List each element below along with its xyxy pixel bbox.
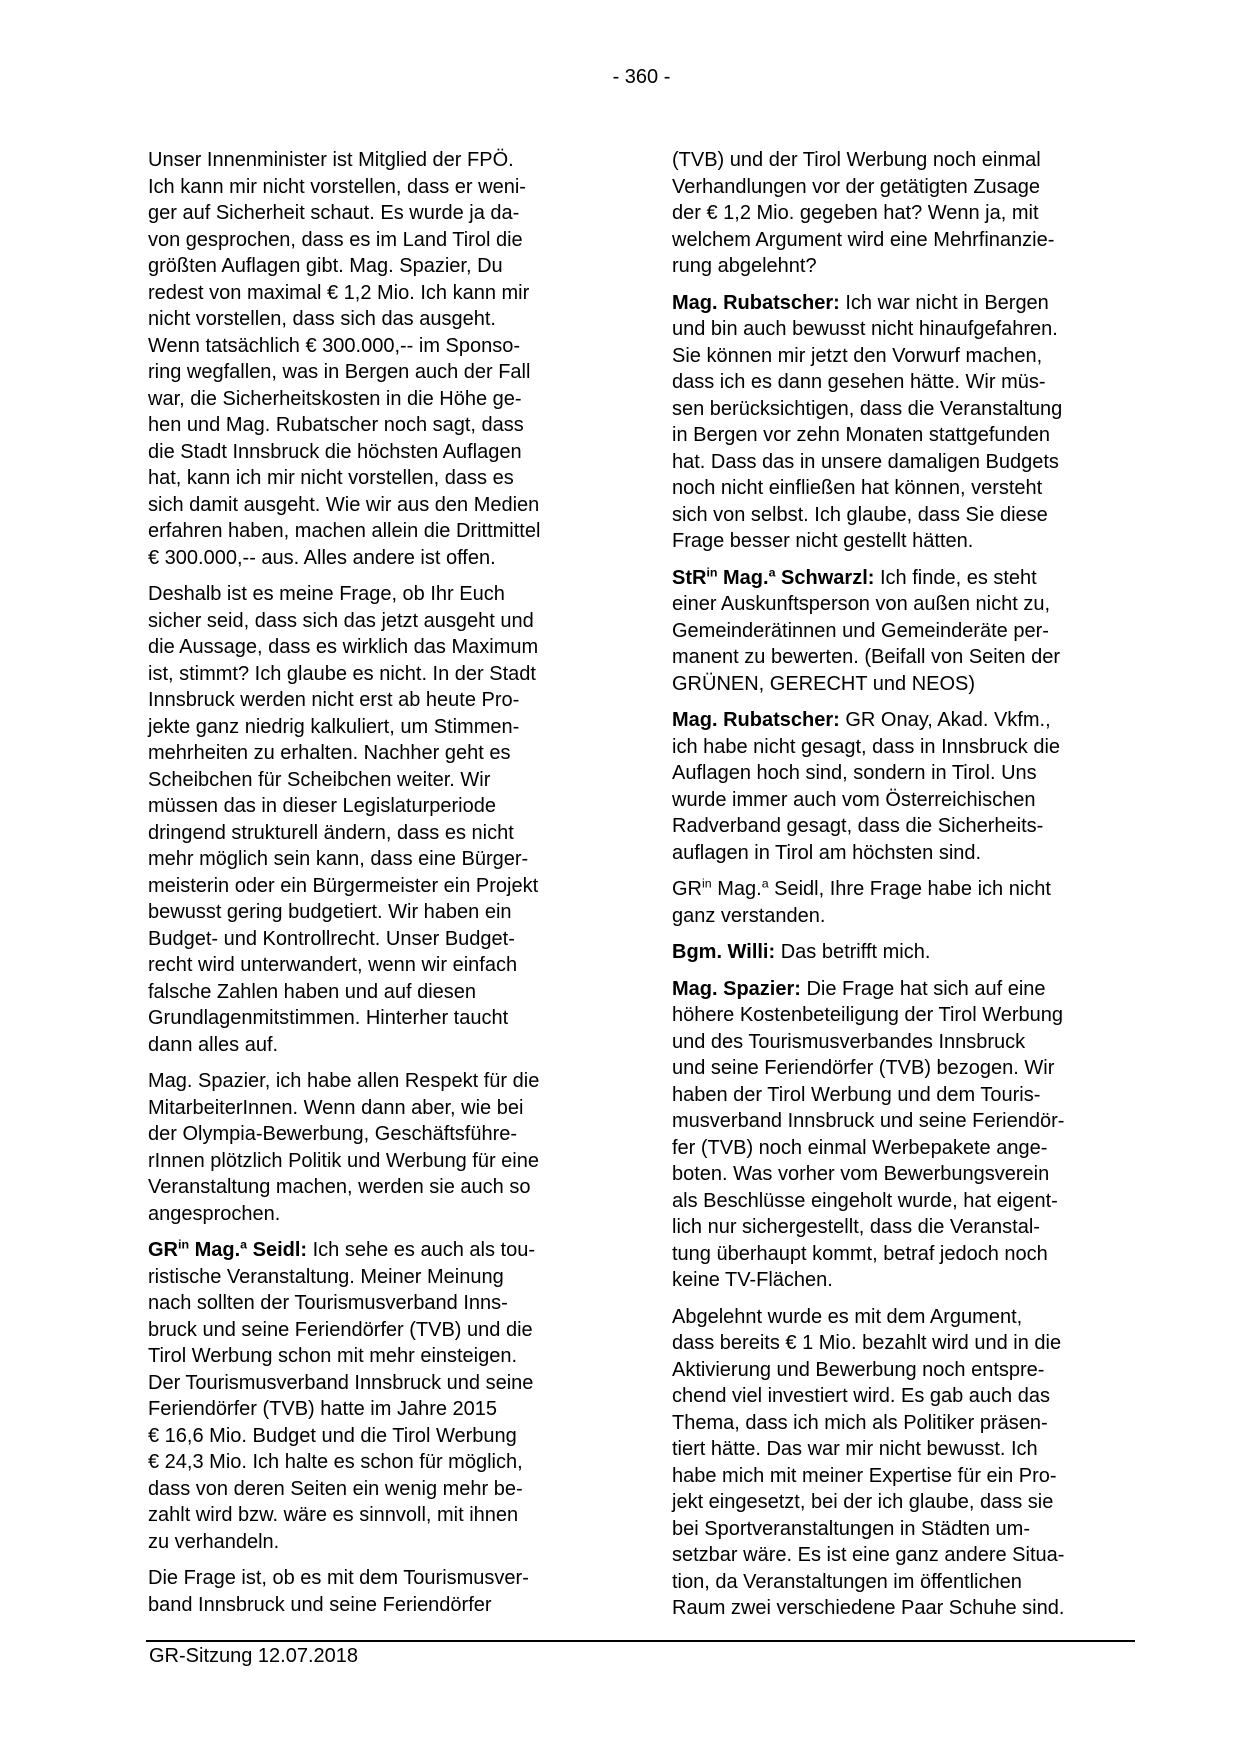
paragraph: [148, 1565, 623, 1618]
text-line: wurde immer auch vom Österreichischen: [672, 788, 1036, 811]
text-line: haben der Tirol Werbung und dem Touris-: [672, 1083, 1041, 1106]
page-number: - 360 -: [612, 66, 671, 88]
text-line: zu verhandeln.: [148, 1530, 280, 1553]
text-line: tiert hätte. Das war mir nicht bewusst. Ich: [672, 1438, 1038, 1460]
text-line: bruck und seine Feriendörfer (TVB) und die: [148, 1318, 533, 1341]
paragraph: [672, 565, 1152, 698]
text-line: die Stadt Innsbruck die höchsten Auflagen: [148, 440, 522, 463]
text-line: MitarbeiterInnen. Wenn dann aber, wie bei: [148, 1096, 524, 1119]
text-line: angesprochen.: [148, 1202, 281, 1225]
text-line: rInnen plötzlich Politik und Werbung für eine: [148, 1149, 539, 1172]
text-line: falsche Zahlen haben und auf diesen: [148, 980, 477, 1003]
text-line: meisterin oder ein Bürgermeister ein Projekt: [148, 874, 539, 897]
paragraph: [672, 876, 1152, 929]
text-line: Tirol Werbung schon mit mehr einsteigen.: [148, 1345, 518, 1367]
text-line: chend viel investiert wird. Es gab auch das: [672, 1385, 1050, 1407]
text-line: Feriendörfer (TVB) hatte im Jahre 2015: [148, 1398, 498, 1420]
text-line: Abgelehnt wurde es mit dem Argument,: [672, 1305, 1023, 1328]
paragraph: [672, 976, 1152, 1294]
text-line: Frage besser nicht gestellt hätten.: [672, 530, 974, 552]
paragraph: [148, 1237, 623, 1555]
text-line: sich von selbst. Ich glaube, dass Sie diese: [672, 503, 1048, 526]
paragraph: [672, 290, 1152, 555]
text-line: $GR^{in}$ Mag.$^a$ Seidl, Ihre Frage habe ich nicht: [672, 876, 1051, 900]
text-line: einer Auskunftsperson von außen nicht zu,: [672, 593, 1051, 615]
text-line: sen berücksichtigen, dass die Veranstaltung: [672, 397, 1063, 420]
text-line: Scheibchen für Scheibchen weiter. Wir: [148, 768, 491, 791]
text-line: höhere Kostenbeteiligung der Tirol Werbung: [672, 1004, 1063, 1026]
text-line: manent zu bewerten. (Beifall von Seiten der: [672, 646, 1060, 668]
text-line: Deshalb ist es meine Frage, ob Ihr Euch: [148, 583, 505, 605]
paragraph: [672, 147, 1152, 280]
text-line: und seine Feriendörfer (TVB) bezogen. Wir: [672, 1057, 1055, 1079]
text-line: jekte ganz niedrig kalkuliert, um Stimmen-: [148, 715, 520, 738]
text-line: (TVB) und der Tirol Werbung noch einmal: [672, 149, 1041, 171]
footer-divider: [146, 1640, 1135, 1642]
text-line: ich habe nicht gesagt, dass in Innsbruck die: [672, 735, 1061, 758]
text-line: Sie können mir jetzt den Vorwurf machen,: [672, 344, 1043, 367]
paragraph: [672, 939, 1152, 966]
text-line: Grundlagenmitstimmen. Hinterher taucht: [148, 1007, 509, 1029]
text-line: hat, kann ich mir nicht vorstellen, dass es: [148, 467, 514, 489]
text-line: GRÜNEN, GERECHT und NEOS): [672, 672, 976, 695]
paragraph: [672, 1304, 1152, 1622]
text-line: sicher seid, dass sich das jetzt ausgeht und: [148, 609, 534, 632]
text-line: und des Tourismusverbandes Innsbruck: [672, 1030, 1026, 1053]
text-line: Thema, dass ich mich als Politiker präsen-: [672, 1411, 1048, 1434]
text-line: tion, da Veranstaltungen im öffentlichen: [672, 1570, 1022, 1593]
text-line: musverband Innsbruck und seine Feriendör-: [672, 1110, 1065, 1132]
text-line: Budget- und Kontrollrecht. Unser Budget-: [148, 927, 515, 950]
paragraph: [148, 147, 623, 571]
text-line: mehr möglich sein kann, dass eine Bürger-: [148, 848, 529, 870]
text-line: ring wegfallen, was in Bergen auch der Fall: [148, 361, 531, 383]
text-line: Verhandlungen vor der getätigten Zusage: [672, 175, 1041, 198]
text-line: Mag. Rubatscher: Ich war nicht in Bergen: [672, 291, 1049, 314]
text-line: Mag. Spazier: Die Frage hat sich auf eine: [672, 977, 1046, 1000]
text-line: lich nur sichergestellt, dass die Veranstal-: [672, 1216, 1040, 1238]
text-line: Gemeinderätinnen und Gemeinderäte per-: [672, 619, 1049, 642]
text-line: Ich kann mir nicht vorstellen, dass er weni-: [148, 175, 526, 198]
paragraph: [148, 581, 623, 1058]
text-line: € 16,6 Mio. Budget und die Tirol Werbung: [148, 1424, 517, 1447]
text-line: ist, stimmt? Ich glaube es nicht. In der Stadt: [148, 662, 536, 685]
text-line: Raum zwei verschiedene Paar Schuhe sind.: [672, 1597, 1065, 1619]
text-line: müssen das in dieser Legislaturperiode: [148, 795, 496, 817]
text-line: habe mich mit meiner Expertise für ein Pro-: [672, 1464, 1057, 1487]
text-line: von gesprochen, dass es im Land Tirol die: [148, 228, 523, 251]
text-line: zahlt wird bzw. wäre es sinnvoll, mit ihnen: [148, 1504, 519, 1526]
text-line: ganz verstanden.: [672, 904, 826, 927]
text-line: bewusst gering budgetiert. Wir haben ein: [148, 901, 512, 923]
text-line: als Beschlüsse eingeholt wurde, hat eigent-: [672, 1189, 1058, 1212]
text-line: bei Sportveranstaltungen in Städten um-: [672, 1517, 1030, 1540]
text-line: war, die Sicherheitskosten in die Höhe ge-: [148, 387, 522, 410]
paragraph: [148, 1068, 623, 1227]
text-line: noch nicht einfließen hat können, versteht: [672, 477, 1043, 499]
text-column-left: [148, 147, 623, 1618]
text-line: Aktivierung und Bewerbung noch entspre-: [672, 1358, 1045, 1381]
text-line: dringend strukturell ändern, dass es nicht: [148, 821, 514, 844]
text-line: $GR^{in}$ Mag.$^a$ Seidl: Ich sehe es auch als tou-: [148, 1237, 535, 1261]
text-line: Innsbruck werden nicht erst ab heute Pro-: [148, 689, 520, 711]
text-line: in Bergen vor zehn Monaten stattgefunden: [672, 424, 1051, 446]
text-line: größten Auflagen gibt. Mag. Spazier, Du: [148, 255, 503, 277]
text-line: recht wird unterwandert, wenn wir einfach: [148, 954, 518, 976]
text-line: ristische Veranstaltung. Meiner Meinung: [148, 1265, 504, 1288]
text-line: dass von deren Seiten ein wenig mehr be-: [148, 1477, 523, 1500]
text-line: jekt eingesetzt, bei der ich glaube, dass sie: [672, 1491, 1054, 1513]
text-line: nicht vorstellen, dass sich das ausgeht.: [148, 308, 496, 330]
text-line: hat. Dass das in unsere damaligen Budgets: [672, 450, 1059, 473]
text-line: tung überhaupt kommt, betraf jedoch noch: [672, 1242, 1048, 1265]
text-line: hen und Mag. Rubatscher noch sagt, dass: [148, 414, 524, 436]
text-line: Der Tourismusverband Innsbruck und seine: [148, 1371, 534, 1394]
text-line: erfahren haben, machen allein die Drittmittel: [148, 520, 541, 542]
text-line: keine TV-Flächen.: [672, 1269, 833, 1291]
text-line: Unser Innenminister ist Mitglied der FPÖ.: [148, 149, 514, 171]
text-line: mehrheiten zu erhalten. Nachher geht es: [148, 742, 511, 764]
text-line: Bgm. Willi: Das betrifft mich.: [672, 941, 931, 963]
text-line: band Innsbruck und seine Feriendörfer: [148, 1593, 492, 1616]
text-line: Veranstaltung machen, werden sie auch so: [148, 1176, 531, 1198]
text-line: sich damit ausgeht. Wie wir aus den Medien: [148, 493, 540, 516]
text-line: und bin auch bewusst nicht hinaufgefahren.: [672, 318, 1058, 340]
text-line: welchem Argument wird eine Mehrfinanzie-: [672, 228, 1055, 251]
text-line: Mag. Spazier, ich habe allen Respekt für die: [148, 1070, 540, 1092]
text-column-right: [672, 147, 1152, 1622]
text-line: setzbar wäre. Es ist eine ganz andere Situa-: [672, 1544, 1065, 1566]
text-line: Radverband gesagt, dass die Sicherheits-: [672, 815, 1044, 837]
text-line: Mag. Rubatscher: GR Onay, Akad. Vkfm.,: [672, 709, 1051, 731]
text-line: € 300.000,-- aus. Alles andere ist offen.: [148, 546, 496, 569]
text-line: boten. Was vorher vom Bewerbungsverein: [672, 1163, 1050, 1185]
text-line: auflagen in Tirol am höchsten sind.: [672, 841, 982, 864]
text-line: Auflagen hoch sind, sondern in Tirol. Uns: [672, 762, 1037, 784]
text-line: Wenn tatsächlich € 300.000,-- im Sponso-: [148, 334, 521, 357]
text-line: rung abgelehnt?: [672, 255, 817, 277]
text-line: der € 1,2 Mio. gegeben hat? Wenn ja, mit: [672, 202, 1039, 224]
text-line: nach sollten der Tourismusverband Inns-: [148, 1292, 508, 1314]
text-line: dass bereits € 1 Mio. bezahlt wird und in die: [672, 1332, 1062, 1354]
text-line: € 24,3 Mio. Ich halte es schon für möglich,: [148, 1451, 523, 1473]
text-line: ger auf Sicherheit schaut. Es wurde ja da-: [148, 202, 520, 224]
text-line: redest von maximal € 1,2 Mio. Ich kann mir: [148, 281, 530, 304]
footer-session-label: GR-Sitzung 12.07.2018: [149, 1645, 359, 1667]
text-line: die Aussage, dass es wirklich das Maximum: [148, 636, 539, 658]
text-line: Die Frage ist, ob es mit dem Tourismusver-: [148, 1567, 529, 1589]
text-line: dann alles auf.: [148, 1033, 279, 1056]
text-line: StR$^{in}$ Mag.$^a$ Schwarzl: Ich finde, es steht: [672, 564, 1037, 589]
text-line: der Olympia-Bewerbung, Geschäftsführe-: [148, 1123, 518, 1145]
text-line: dass ich es dann gesehen hätte. Wir müs-: [672, 371, 1046, 393]
paragraph: [672, 707, 1152, 866]
text-line: fer (TVB) noch einmal Werbepakete ange-: [672, 1136, 1048, 1159]
